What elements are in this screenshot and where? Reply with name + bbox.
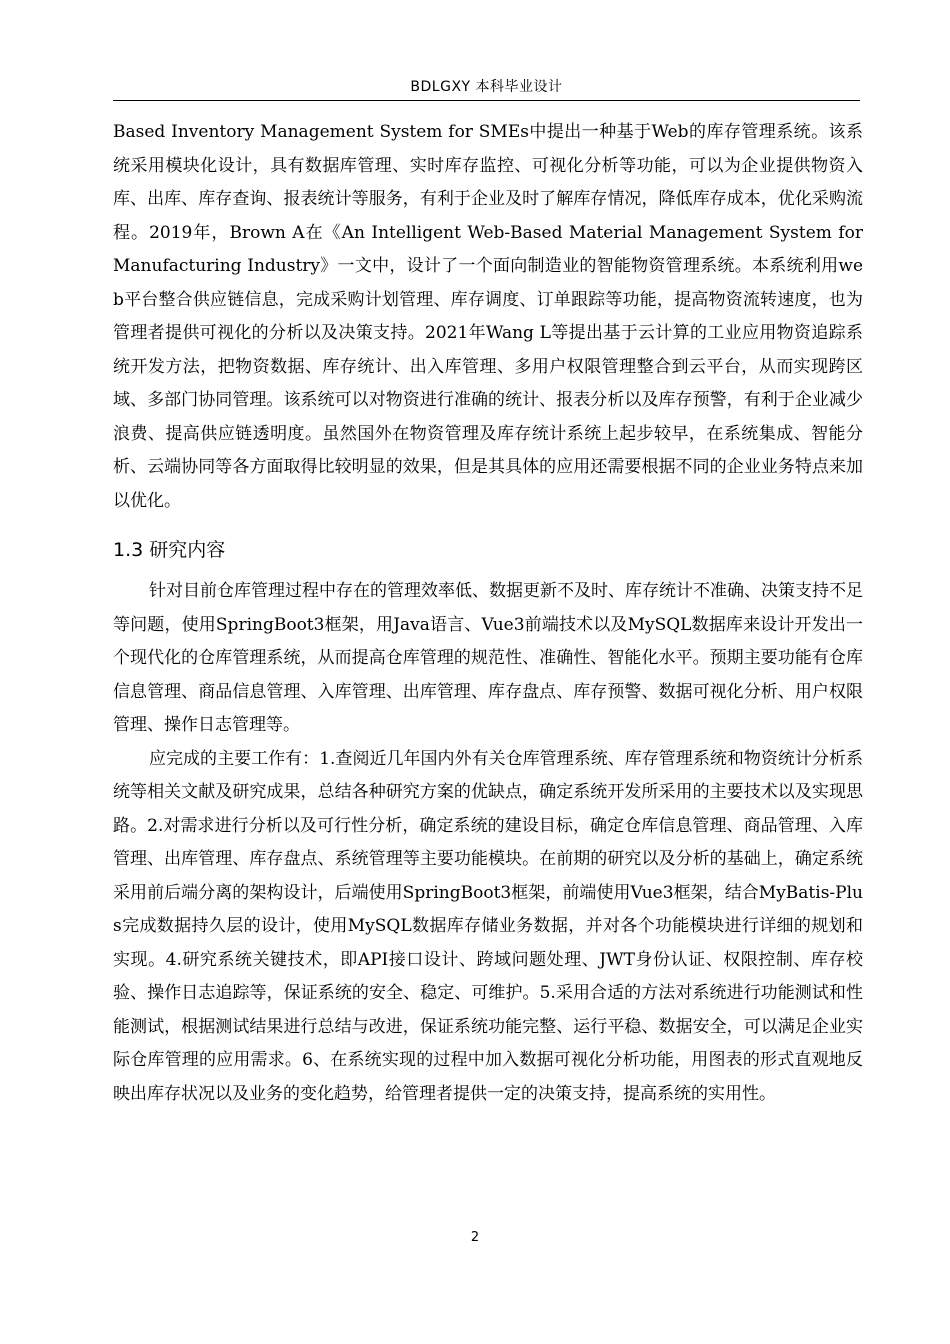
body-paragraph-1: Based Inventory Management System for SMEs中提出一种基于Web的库存管理系统。该系统采用模块化设计，具有数据库管理、实时库存监控、可视化分析等功能，可以为企业提供物资入库、出库、库存查询、报表统计等服务，有利于企业及时了解库存情况，降低库存成本，优化采购流程。2019年，Brown A在《An Intelligent Web-Based Material Management System for Manufacturing Industry》一文中，设计了一个面向制造业的智能物资管理系统。本系统利用web平台整合供应链信息，完成采购计划管理、库存调度、订单跟踪等功能，提高物资流转速度，也为管理者提供可视化的分析以及决策支持。2021年Wang L等提出基于云计算的工业应用物资追踪系统开发方法，把物资数据、库存统计、出入库管理、多用户权限管理整合到云平台，从而实现跨区域、多部门协同管理。该系统可以对物资进行准确的统计、报表分析以及库存预警，有利于企业减少浪费、提高供应链透明度。虽然国外在物资管理及库存统计系统上起步较早，在系统集成、智能分析、云端协同等各方面取得比较明显的效果，但是其具体的应用还需要根据不同的企业业务特点来加以优化。 <box>113 122 863 511</box>
section-heading: 1.3 研究内容 <box>113 539 226 561</box>
page-number: 2 <box>470 1230 480 1245</box>
body-paragraph-3: 应完成的主要工作有：1.查阅近几年国内外有关仓库管理系统、库存管理系统和物资统计分析系统等相关文献及研究成果，总结各种研究方案的优缺点，确定系统开发所采用的主要技术以及实现思路。2.对需求进行分析以及可行性分析，确定系统的建设目标，确定仓库信息管理、商品管理、入库管理、出库管理、库存盘点、系统管理等主要功能模块。在前期的研究以及分析的基础上，确定系统采用前后端分离的架构设计，后端使用SpringBoot3框架，前端使用Vue3框架，结合MyBatis-Plus完成数据持久层的设计，使用MySQL数据库存储业务数据，并对各个功能模块进行详细的规划和实现。4.研究系统关键技术，即API接口设计、跨域问题处理、JWT身份认证、权限控制、库存校验、操作日志追踪等，保证系统的安全、稳定、可维护。5.采用合适的方法对系统进行功能测试和性能测试，根据测试结果进行总结与改进，保证系统功能完整、运行平稳、数据安全，可以满足企业实际仓库管理的应用需求。6、在系统实现的过程中加入数据可视化分析功能，用图表的形式直观地反映出库存状况以及业务的变化趋势，给管理者提供一定的决策支持，提高系统的实用性。 <box>113 748 863 1104</box>
page-header: BDLGXY 本科毕业设计 <box>410 79 563 95</box>
page-body <box>113 116 863 1111</box>
header-divider <box>113 100 860 101</box>
body-paragraph-2: 针对目前仓库管理过程中存在的管理效率低、数据更新不及时、库存统计不准确、决策支持不足等问题，使用SpringBoot3框架，用Java语言、Vue3前端技术以及MySQL数据库来设计开发出一个现代化的仓库管理系统，从而提高仓库管理的规范性、准确性、智能化水平。预期主要功能有仓库信息管理、商品信息管理、入库管理、出库管理、库存盘点、库存预警、数据可视化分析、用户权限管理、操作日志管理等。 <box>113 581 863 735</box>
